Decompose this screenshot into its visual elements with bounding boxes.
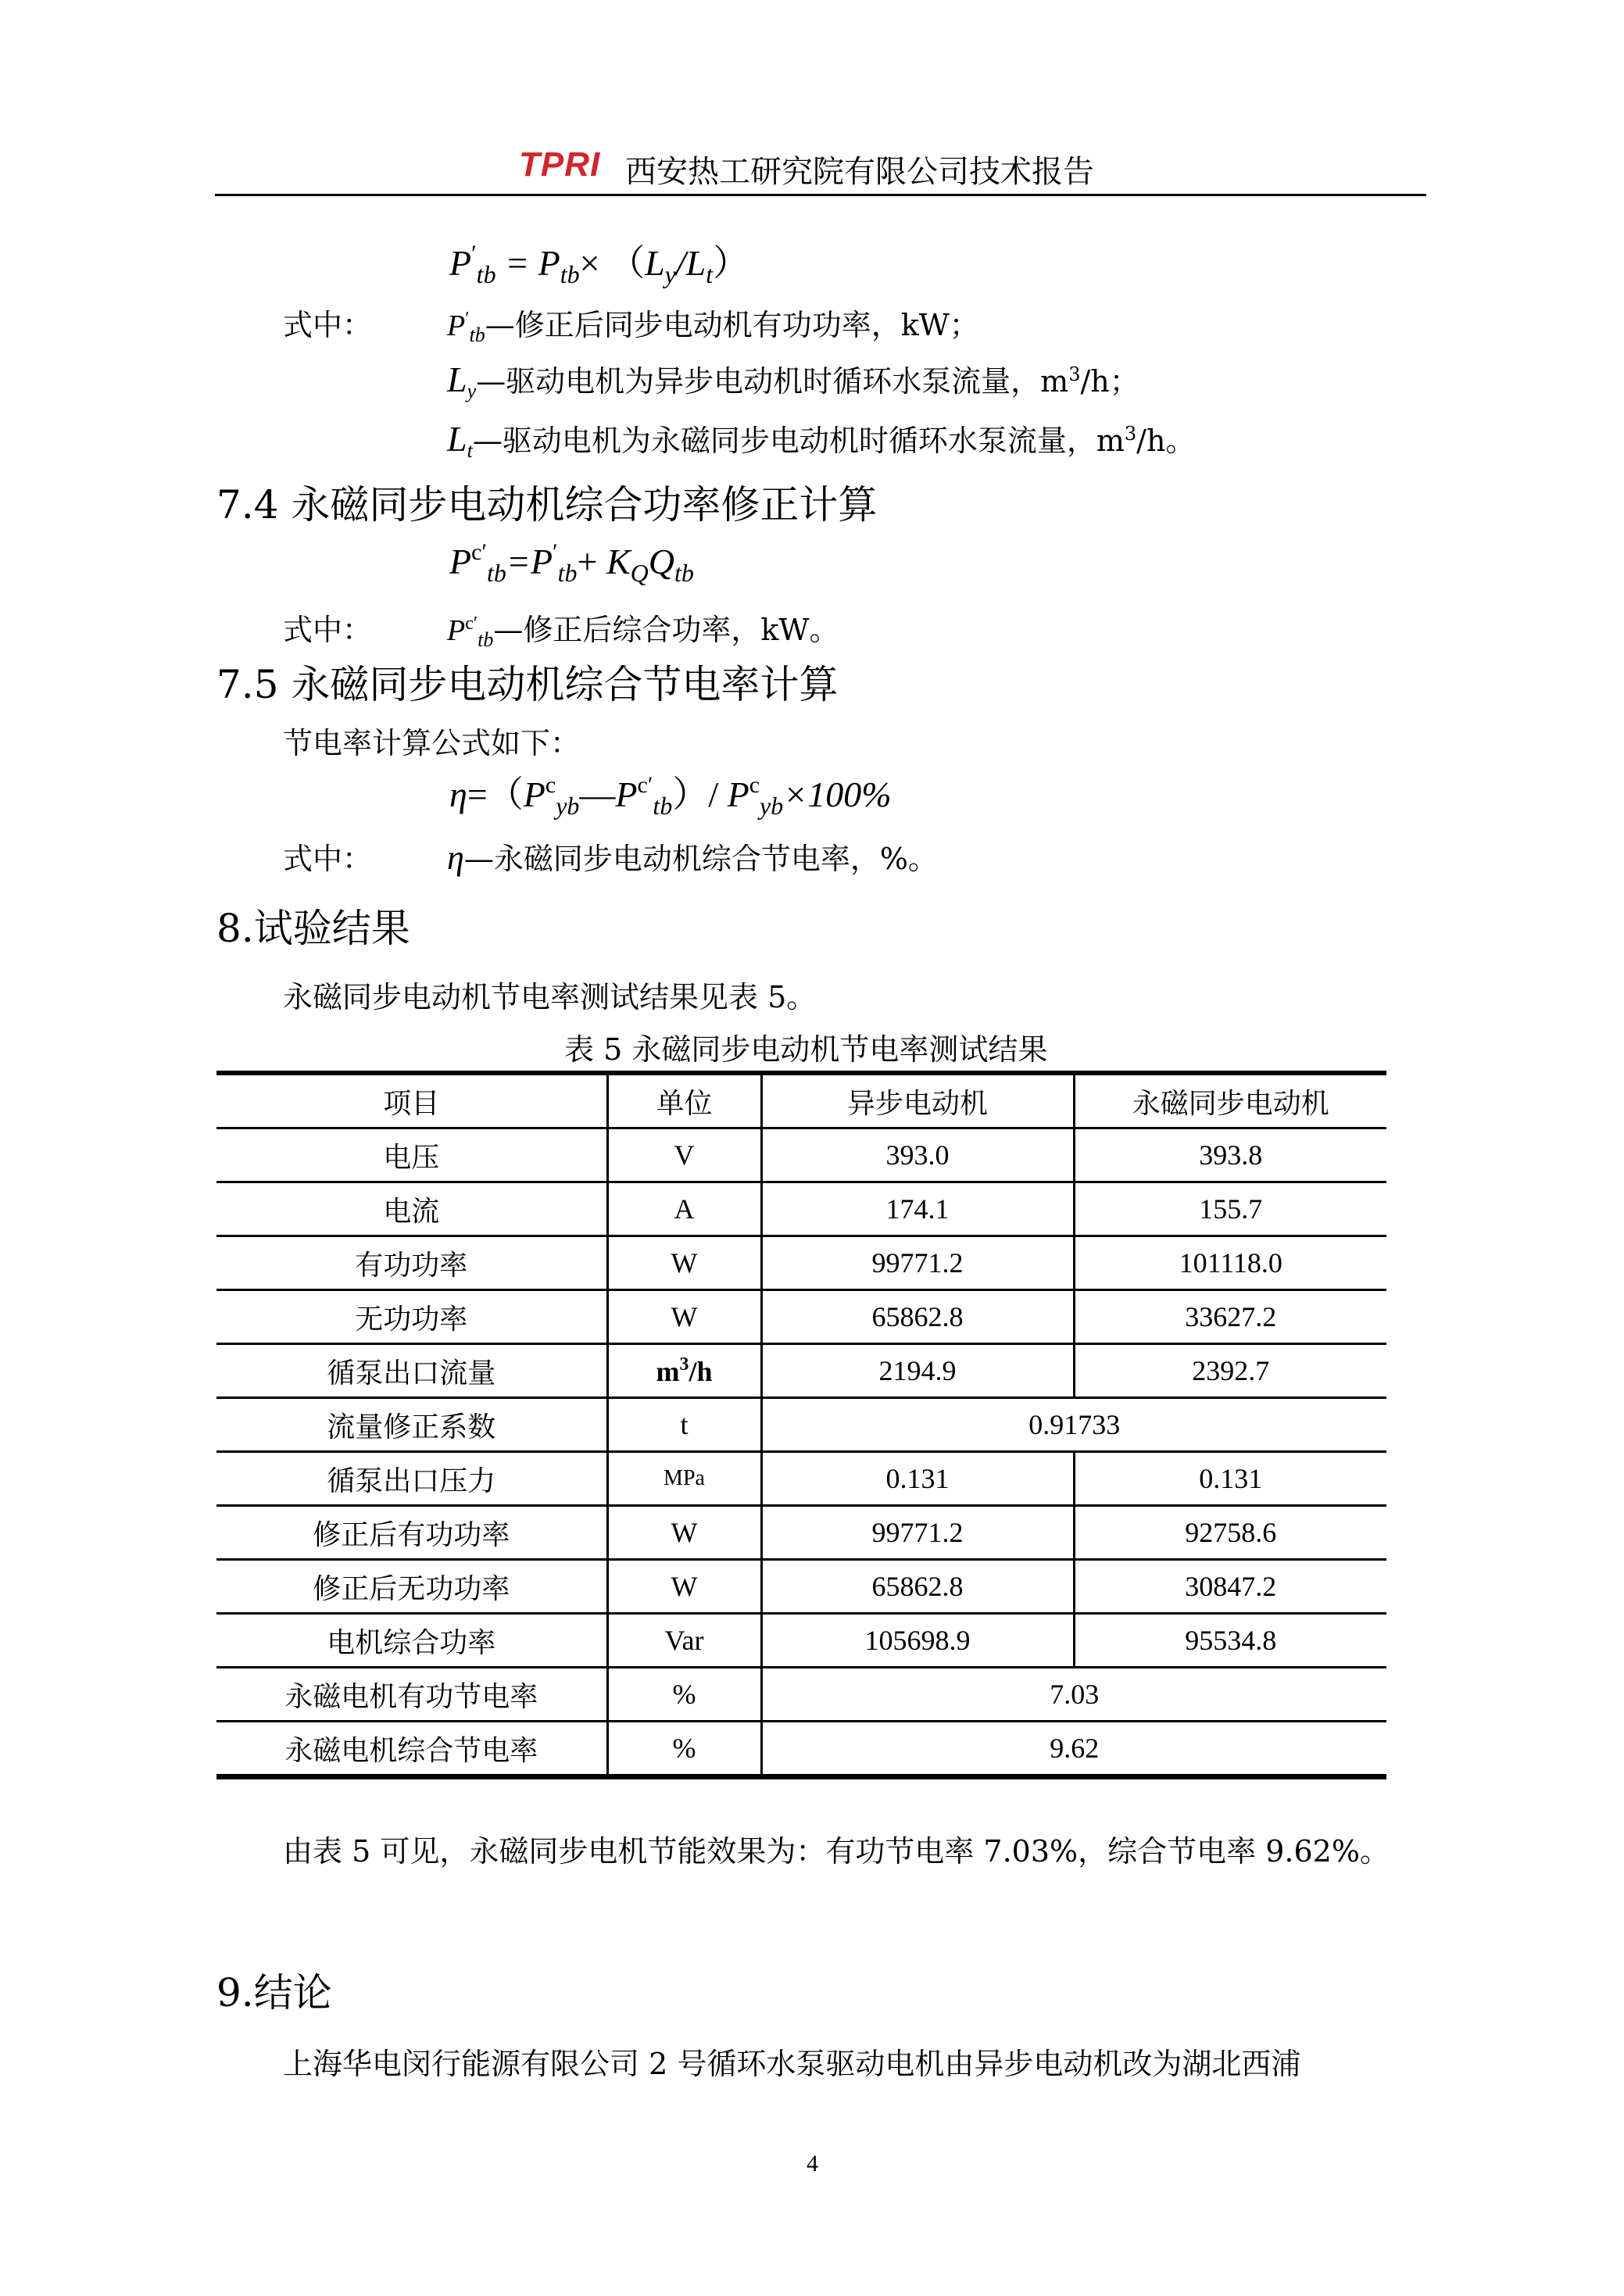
- row-item: 修正后无功功率: [216, 1560, 607, 1614]
- section-9-text: 上海华电闵行能源有限公司 2 号循环水泵驱动电机由异步电动机改为湖北西浦: [283, 2047, 1301, 2081]
- row-item: 有功功率: [216, 1236, 607, 1290]
- table-row: [216, 1452, 1386, 1506]
- unit-tail: /h: [689, 1355, 713, 1387]
- row-item: 永磁电机综合节电率: [216, 1722, 607, 1777]
- def-line-eta: η—永磁同步电动机综合节电率，%。: [447, 839, 938, 877]
- row-item: 电压: [216, 1128, 607, 1182]
- row-pm-value: 155.7: [1074, 1182, 1386, 1236]
- formula-composite-power: $P^{c'}_{tb}=P'_{tb}+ K_QQ_{tb}$: [449, 539, 694, 587]
- row-unit: W: [607, 1236, 761, 1290]
- row-pm-value: 101118.0: [1074, 1236, 1386, 1290]
- header-unit: 单位: [607, 1073, 761, 1128]
- report-header-title: 西安热工研究院有限公司技术报告: [625, 154, 1094, 190]
- section-8-heading: 8.试验结果: [216, 906, 410, 951]
- table-row: [216, 1398, 1386, 1452]
- def-label: 式中：: [283, 308, 373, 342]
- formula-saving-rate: $\eta=(P^c_{yb}—P^{c'}_{tb})/$ $P^c_{yb}\times 100\%$: [449, 772, 892, 820]
- table-row: [216, 1668, 1386, 1722]
- formula-pt-correction: $P'_{tb} = P_{tb}\times (L_y/L_t)$: [449, 241, 749, 288]
- def-line-ly: Ly—驱动电机为异步电动机时循环水泵流量，$m^3/h$；: [447, 359, 1139, 402]
- table-row: [216, 1506, 1386, 1560]
- row-unit: MPa: [607, 1452, 761, 1506]
- table-caption: 表 5 永磁同步电动机节电率测试结果: [564, 1032, 1048, 1067]
- section-7-5-intro: 节电率计算公式如下：: [283, 726, 581, 760]
- page-number: 4: [807, 2151, 818, 2176]
- row-pm-value: 0.131: [1074, 1452, 1386, 1506]
- row-pm-value: 95534.8: [1074, 1614, 1386, 1668]
- row-item: 无功功率: [216, 1290, 607, 1344]
- results-table: [216, 1071, 1386, 1779]
- table-row: [216, 1614, 1386, 1668]
- tpri-logo: TPRI: [519, 145, 601, 184]
- row-unit: A: [607, 1182, 761, 1236]
- table-row: [216, 1290, 1386, 1344]
- table-row: [216, 1560, 1386, 1614]
- table-row: [216, 1344, 1386, 1398]
- row-async-value: 99771.2: [761, 1506, 1074, 1560]
- unit-sup: 3: [679, 1354, 689, 1375]
- row-item: 循泵出口压力: [216, 1452, 607, 1506]
- row-unit: W: [607, 1560, 761, 1614]
- table-row: [216, 1128, 1386, 1182]
- header-item: 项目: [383, 1087, 440, 1120]
- def-line-pt: $P'_{tb}—$修正后同步电动机有功功率，kW；: [447, 308, 979, 346]
- row-async-value: 174.1: [761, 1182, 1074, 1236]
- row-unit: W: [607, 1290, 761, 1344]
- section-7-4-heading: 7.4 永磁同步电动机综合功率修正计算: [216, 482, 878, 528]
- table-row: [216, 1722, 1386, 1777]
- row-unit: %: [607, 1668, 761, 1722]
- row-async-value: 65862.8: [761, 1290, 1074, 1344]
- def-label-74: 式中：: [283, 613, 373, 647]
- row-async-value: 105698.9: [761, 1614, 1074, 1668]
- table-header-row: [216, 1073, 1386, 1128]
- row-unit: Var: [607, 1614, 761, 1668]
- table-row: [216, 1236, 1386, 1290]
- def-label-75: 式中：: [283, 842, 373, 876]
- results-table-body: [216, 1073, 1386, 1777]
- row-async-value: 65862.8: [761, 1560, 1074, 1614]
- row-item: 电流: [216, 1182, 607, 1236]
- table-row: [216, 1182, 1386, 1236]
- header-pm: 永磁同步电动机: [1074, 1073, 1386, 1128]
- row-async-value: 0.131: [761, 1452, 1074, 1506]
- row-pm-value: 30847.2: [1074, 1560, 1386, 1614]
- row-async-value: 99771.2: [761, 1236, 1074, 1290]
- section-9-heading: 9.结论: [216, 1970, 332, 2015]
- row-pm-value: 393.8: [1074, 1128, 1386, 1182]
- row-unit: %: [607, 1722, 761, 1777]
- result-summary: 由表 5 可见，永磁同步电机节能效果为：有功节电率 7.03%，综合节电率 9.62%。: [283, 1834, 1390, 1869]
- row-unit: W: [607, 1506, 761, 1560]
- row-unit: t: [607, 1398, 761, 1452]
- header-rule: [215, 194, 1426, 196]
- row-merged-value: 0.91733: [761, 1398, 1386, 1452]
- row-merged-value: 7.03: [761, 1668, 1386, 1722]
- row-async-value: 2194.9: [761, 1344, 1074, 1398]
- row-item: 永磁电机有功节电率: [216, 1668, 607, 1722]
- row-merged-value: 9.62: [761, 1722, 1386, 1777]
- section-8-intro: 永磁同步电动机节电率测试结果见表 5。: [283, 980, 817, 1014]
- header-async: 异步电动机: [761, 1073, 1074, 1128]
- row-pm-value: 33627.2: [1074, 1290, 1386, 1344]
- row-pm-value: 2392.7: [1074, 1344, 1386, 1398]
- row-item: 循泵出口流量: [216, 1344, 607, 1398]
- section-7-5-heading: 7.5 永磁同步电动机综合节电率计算: [216, 662, 839, 707]
- def-line-lt: Lt—驱动电机为永磁同步电动机时循环水泵流量，$m^3/h$。: [447, 419, 1196, 462]
- row-pm-value: 92758.6: [1074, 1506, 1386, 1560]
- row-item: 修正后有功功率: [216, 1506, 607, 1560]
- row-item: 流量修正系数: [216, 1398, 607, 1452]
- row-unit: [607, 1344, 761, 1398]
- row-async-value: 393.0: [761, 1128, 1074, 1182]
- def-line-ptc: $P^{c'}_{tb}—$修正后综合功率，kW。: [447, 613, 839, 651]
- unit-base: m: [656, 1355, 680, 1387]
- row-item: 电机综合功率: [216, 1614, 607, 1668]
- row-unit: V: [607, 1128, 761, 1182]
